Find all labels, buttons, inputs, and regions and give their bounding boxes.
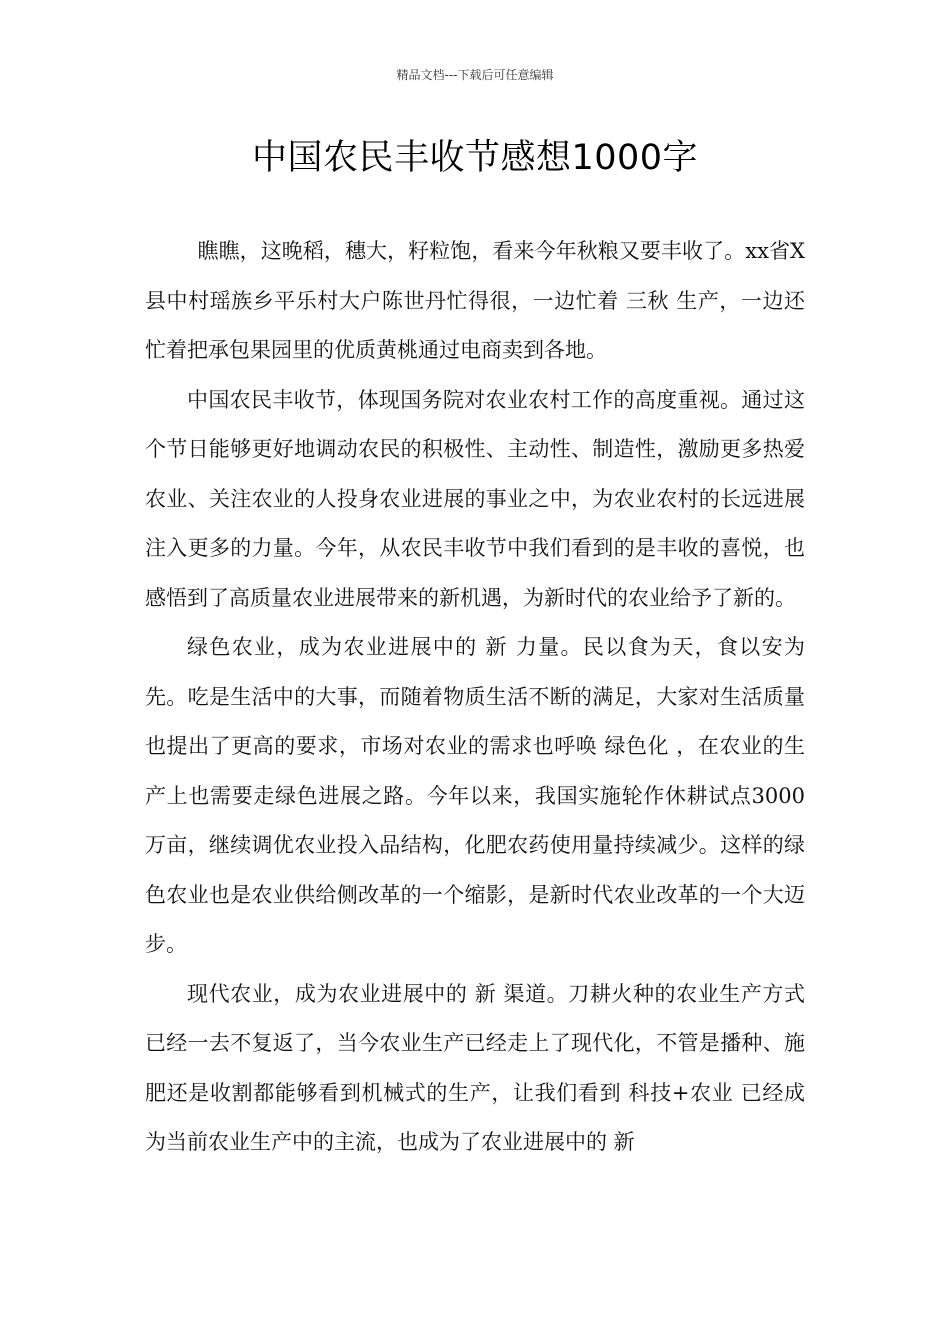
document-title: 中国农民丰收节感想1000字 — [251, 138, 699, 178]
paragraph-4: 现代农业，成为农业进展中的 新 渠道。刀耕火种的农业生产方式已经一去不复返了，当今农业生产已经走上了现代化，不管是播种、施肥还是收割都能够看到机械式的生产，让我们看到 科技+农业 已经成为当前农业生产中的主流，也成为了农业进展中的 新 — [145, 981, 805, 1154]
header-note: 精品文档---下载后可任意编辑 — [396, 68, 554, 82]
paragraph-1: 瞧瞧，这晚稻，穗大，籽粒饱，看来今年秋粮又要丰收了。xx省X县中村瑶族乡平乐村大户陈世丹忙得很，一边忙着 三秋 生产，一边还忙着把承包果园里的优质黄桃通过电商卖到各地。 — [145, 239, 805, 362]
paragraph-2: 中国农民丰收节，体现国务院对农业农村工作的高度重视。通过这个节日能够更好地调动农民的积极性、主动性、制造性，激励更多热爱农业、关注农业的人投身农业进展的事业之中，为农业农村的长远进展注入更多的力量。今年，从农民丰收节中我们看到的是丰收的喜悦，也感悟到了高质量农业进展带来的新机遇，为新时代的农业给予了新的。 — [145, 387, 805, 610]
paragraph-3: 绿色农业，成为农业进展中的 新 力量。民以食为天，食以安为先。吃是生活中的大事，而随着物质生活不断的满足，大家对生活质量也提出了更高的要求，市场对农业的需求也呼唤 绿色化 ，在农业的生产上也需要走绿色进展之路。今年以来，我国实施轮作休耕试点3000万亩，继续调优农业投入品结构，化肥农药使用量持续减少。这样的绿色农业也是农业供给侧改革的一个缩影，是新时代农业改革的一个大迈步。 — [145, 635, 805, 956]
document-body — [145, 227, 805, 1168]
